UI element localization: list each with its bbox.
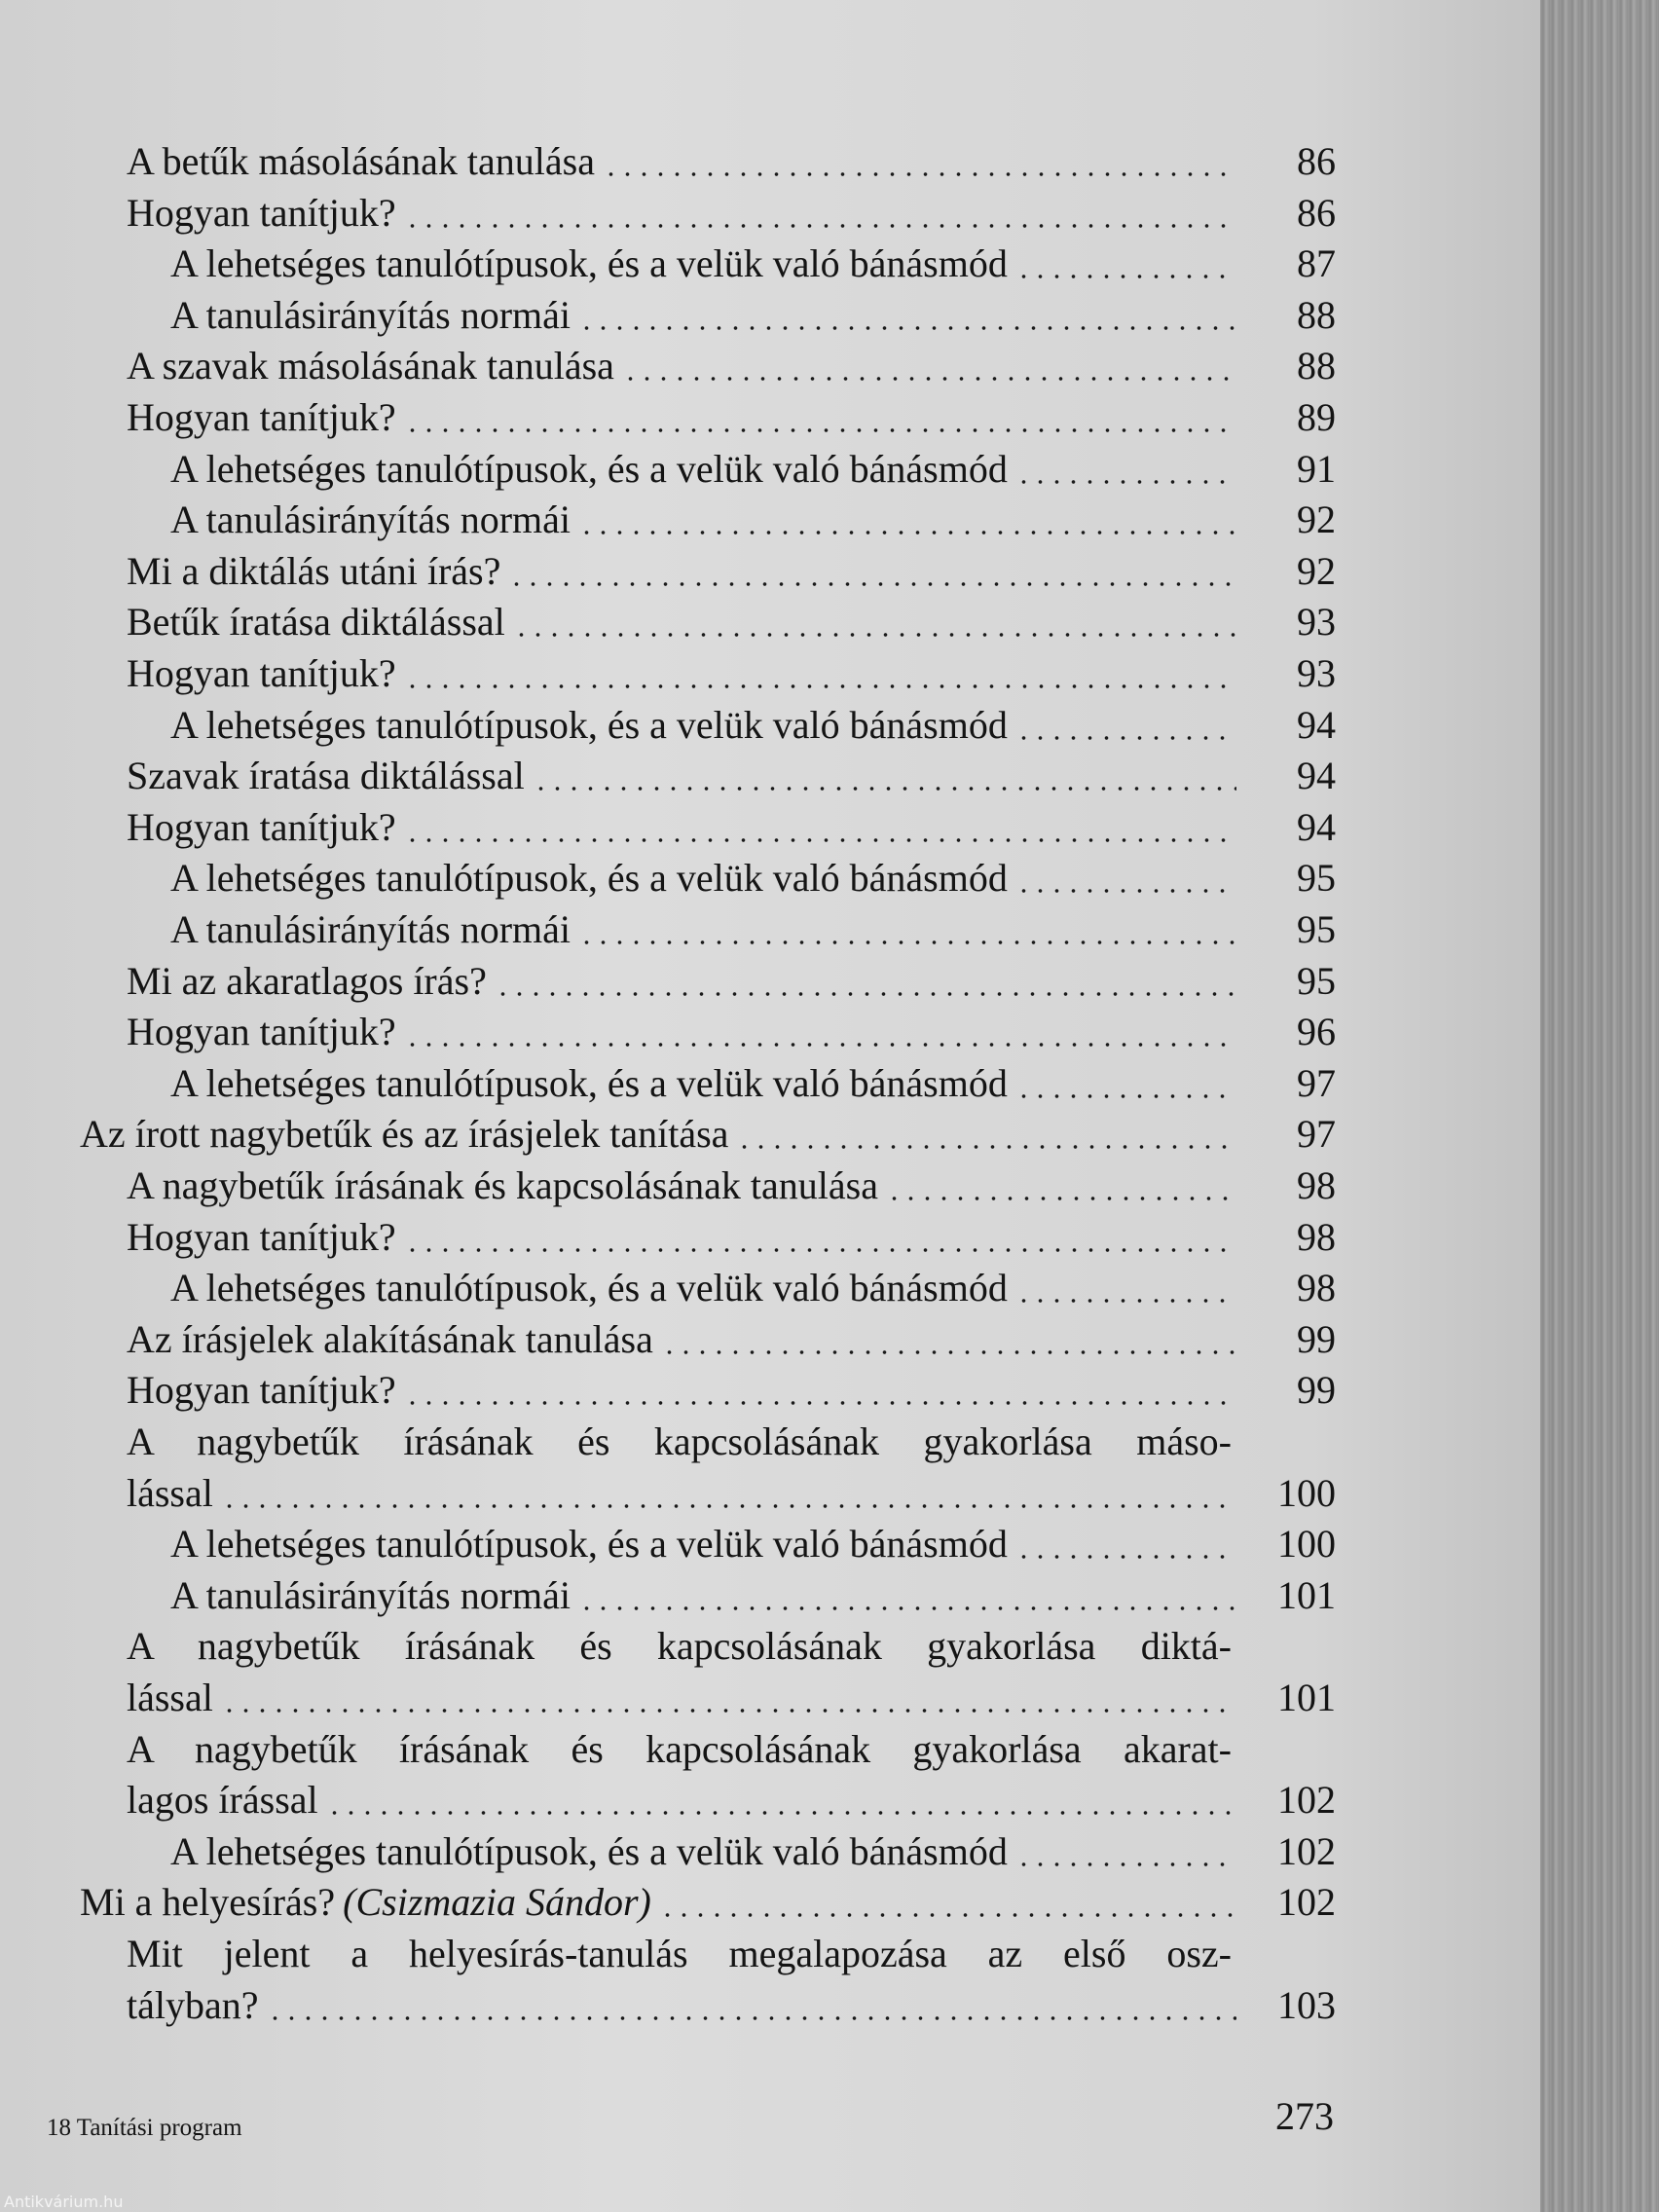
toc-entry[interactable] xyxy=(127,1161,1336,1211)
dot-leader xyxy=(513,597,1236,638)
toc-entry-page: 99 xyxy=(1297,1368,1336,1413)
dot-leader xyxy=(404,1212,1236,1253)
toc-entry-title: A lehetséges tanulótípusok, és a velük való bánásmód xyxy=(170,856,1008,901)
dot-leader xyxy=(221,1468,1236,1509)
toc-entry-page: 88 xyxy=(1297,292,1336,337)
toc-entry-title: Hogyan tanítjuk? xyxy=(127,1368,396,1413)
dot-leader xyxy=(1015,1263,1236,1304)
toc-entry-title: lással xyxy=(127,1470,213,1515)
toc-entry-page: 94 xyxy=(1297,754,1336,798)
dot-leader xyxy=(1015,853,1236,894)
dot-leader xyxy=(1015,700,1236,741)
toc-entry-page: 96 xyxy=(1297,1010,1336,1054)
dot-leader xyxy=(1015,1826,1236,1867)
dot-leader xyxy=(603,136,1236,177)
dot-leader xyxy=(659,1877,1236,1918)
toc-entry[interactable] xyxy=(170,853,1336,903)
toc-entry-title: Betűk íratása diktálással xyxy=(127,600,505,645)
toc-entry-title: Mi a helyesírás? xyxy=(80,1880,336,1925)
toc-entry[interactable] xyxy=(127,1314,1336,1365)
toc-entry-page: 100 xyxy=(1277,1522,1336,1567)
toc-entry-page: 99 xyxy=(1297,1316,1336,1361)
toc-entry[interactable] xyxy=(127,546,1336,597)
toc-entry-page: 89 xyxy=(1297,395,1336,439)
dot-leader xyxy=(508,546,1236,587)
toc-entry-page: 98 xyxy=(1297,1214,1336,1259)
dot-leader xyxy=(404,1365,1236,1406)
toc-entry-page: 94 xyxy=(1297,804,1336,849)
dot-leader xyxy=(404,802,1236,843)
toc-entry-title: A tanulásirányítás normái xyxy=(170,907,571,951)
toc-entry-page: 101 xyxy=(1277,1676,1336,1719)
toc-entry-page: 91 xyxy=(1297,446,1336,491)
toc-entry-title: Szavak íratása diktálással xyxy=(127,754,525,798)
toc-entry-line: Mit jelent a helyesírás-tanulás megalapozása az első osz- xyxy=(127,1932,1232,1975)
toc-entry-page: 86 xyxy=(1297,190,1336,235)
dot-leader xyxy=(326,1775,1236,1816)
toc-entry-title: A lehetséges tanulótípusok, és a velük való bánásmód xyxy=(170,1828,1008,1873)
toc-entry[interactable] xyxy=(127,956,1336,1007)
dot-leader xyxy=(533,751,1236,792)
dot-leader xyxy=(578,495,1236,535)
dot-leader xyxy=(1015,1058,1236,1099)
toc-entry-line: A nagybetűk írásának és kapcsolásának gyakorlása máso- xyxy=(127,1419,1232,1463)
toc-entry-title: Az írott nagybetűk és az írásjelek tanítása xyxy=(80,1112,729,1157)
toc-entry-author: (Csizmazia Sándor) xyxy=(343,1880,651,1925)
toc-entry-page: 102 xyxy=(1277,1778,1336,1823)
toc-entry-title: A lehetséges tanulótípusok, és a velük való bánásmód xyxy=(170,702,1008,747)
toc-entry-title: Az írásjelek alakításának tanulása xyxy=(127,1316,653,1361)
toc-entry-title: A szavak másolásának tanulása xyxy=(127,344,614,388)
toc-entry[interactable] xyxy=(170,239,1336,289)
toc-entry[interactable] xyxy=(127,1980,1336,2031)
toc-entry-page: 93 xyxy=(1297,651,1336,695)
toc-entry[interactable] xyxy=(127,136,1336,187)
toc-entry-line: A nagybetűk írásának és kapcsolásának gyakorlása diktá- xyxy=(127,1624,1232,1669)
dot-leader xyxy=(404,1007,1236,1048)
toc-entry-title: A nagybetűk írásának és kapcsolásának tanulása xyxy=(127,1163,878,1207)
toc-entry-title: A betűk másolásának tanulása xyxy=(127,139,595,183)
dot-leader xyxy=(404,188,1236,229)
toc-entry-title: A lehetséges tanulótípusok, és a velük való bánásmód xyxy=(170,241,1008,286)
dot-leader xyxy=(221,1673,1236,1714)
toc-entry[interactable] xyxy=(127,648,1336,699)
footer-signature: 18 Tanítási program xyxy=(47,2115,242,2141)
toc-entry-page: 95 xyxy=(1297,856,1336,901)
toc-entry-page: 92 xyxy=(1297,548,1336,593)
toc-entry[interactable] xyxy=(170,495,1336,545)
dot-leader xyxy=(267,1980,1237,2021)
toc-entry-page: 97 xyxy=(1297,1060,1336,1105)
toc-entry-title: A lehetséges tanulótípusok, és a velük való bánásmód xyxy=(170,446,1008,491)
toc-entry-title: A tanulásirányítás normái xyxy=(170,498,571,542)
toc-entry[interactable] xyxy=(127,188,1336,239)
toc-entry[interactable] xyxy=(127,1007,1336,1057)
dot-leader xyxy=(578,1570,1236,1611)
toc-entry-page: 101 xyxy=(1277,1572,1336,1617)
toc-entry[interactable] xyxy=(127,802,1336,853)
toc-entry[interactable] xyxy=(170,904,1336,955)
toc-entry-page: 86 xyxy=(1297,139,1336,183)
toc-entry[interactable] xyxy=(170,700,1336,751)
toc-entry-title: lagos írással xyxy=(127,1778,318,1823)
toc-entry-title: Hogyan tanítjuk? xyxy=(127,651,396,695)
toc-entry-title: Hogyan tanítjuk? xyxy=(127,1214,396,1259)
dot-leader xyxy=(1015,444,1236,485)
toc-entry[interactable] xyxy=(127,597,1336,647)
toc-entry-page: 97 xyxy=(1297,1112,1336,1157)
toc-entry-page: 100 xyxy=(1277,1470,1336,1515)
toc-entry-title: Hogyan tanítjuk? xyxy=(127,395,396,439)
toc-entry-page: 95 xyxy=(1297,958,1336,1003)
toc-entry-title: A lehetséges tanulótípusok, és a velük való bánásmód xyxy=(170,1266,1008,1310)
toc-entry[interactable] xyxy=(127,1468,1336,1519)
toc-entry-title: tályban? xyxy=(127,1982,259,2027)
dot-leader xyxy=(1015,239,1236,279)
toc-entry[interactable] xyxy=(170,444,1336,495)
page-number: 273 xyxy=(1275,2094,1334,2138)
toc-entry-page: 98 xyxy=(1297,1266,1336,1310)
toc-entry[interactable] xyxy=(170,1570,1336,1621)
toc-entry-title: Hogyan tanítjuk? xyxy=(127,190,396,235)
toc-entry[interactable] xyxy=(127,1365,1336,1416)
toc-entry[interactable] xyxy=(127,1775,1336,1825)
toc-entry[interactable] xyxy=(127,341,1336,391)
watermark: Antikvárium.hu xyxy=(4,2193,124,2211)
toc-entry-title: Hogyan tanítjuk? xyxy=(127,1010,396,1054)
dot-leader xyxy=(495,956,1236,997)
dot-leader xyxy=(578,290,1236,331)
toc-entry[interactable] xyxy=(170,1519,1336,1569)
toc-entry-line: A nagybetűk írásának és kapcsolásának gyakorlása akarat- xyxy=(127,1726,1232,1771)
toc-entry-title: A tanulásirányítás normái xyxy=(170,1572,571,1617)
toc-entry-page: 93 xyxy=(1297,600,1336,645)
toc-entry-page: 95 xyxy=(1297,907,1336,951)
dot-leader xyxy=(1015,1519,1236,1560)
toc-entry[interactable] xyxy=(127,392,1336,443)
dot-leader xyxy=(578,904,1236,945)
toc-entry-page: 88 xyxy=(1297,344,1336,388)
toc-entry-title: A lehetséges tanulótípusok, és a velük való bánásmód xyxy=(170,1522,1008,1567)
toc-entry-page: 92 xyxy=(1297,498,1336,542)
toc-entry-title: Mi a diktálás utáni írás? xyxy=(127,548,501,593)
toc-entry[interactable] xyxy=(80,1877,1336,1928)
dot-leader xyxy=(404,392,1236,433)
toc-entry-title: lással xyxy=(127,1676,213,1719)
dot-leader xyxy=(404,648,1236,689)
toc-entry-page: 98 xyxy=(1297,1163,1336,1207)
toc-entry[interactable] xyxy=(127,1673,1336,1723)
toc-entry-page: 102 xyxy=(1277,1880,1336,1925)
toc-entry[interactable] xyxy=(127,1212,1336,1263)
toc-entry-page: 102 xyxy=(1277,1828,1336,1873)
toc-entry-title: A tanulásirányítás normái xyxy=(170,292,571,337)
toc-entry[interactable] xyxy=(170,1058,1336,1109)
toc-entry[interactable] xyxy=(170,290,1336,341)
page-stack-edge xyxy=(1540,0,1659,2212)
toc-entry-title: Mi az akaratlagos írás? xyxy=(127,958,487,1003)
toc-entry[interactable] xyxy=(170,1826,1336,1877)
dot-leader xyxy=(622,341,1236,382)
toc-entry-title: A lehetséges tanulótípusok, és a velük való bánásmód xyxy=(170,1060,1008,1105)
toc-entry[interactable] xyxy=(127,751,1336,801)
toc-entry-page: 94 xyxy=(1297,702,1336,747)
toc-entry-page: 87 xyxy=(1297,241,1336,286)
dot-leader xyxy=(886,1161,1236,1201)
dot-leader xyxy=(736,1109,1236,1150)
dot-leader xyxy=(661,1314,1236,1355)
toc-entry[interactable] xyxy=(80,1109,1336,1160)
toc-entry[interactable] xyxy=(170,1263,1336,1313)
toc-entry-title: Hogyan tanítjuk? xyxy=(127,804,396,849)
toc-entry-page: 103 xyxy=(1277,1982,1336,2027)
